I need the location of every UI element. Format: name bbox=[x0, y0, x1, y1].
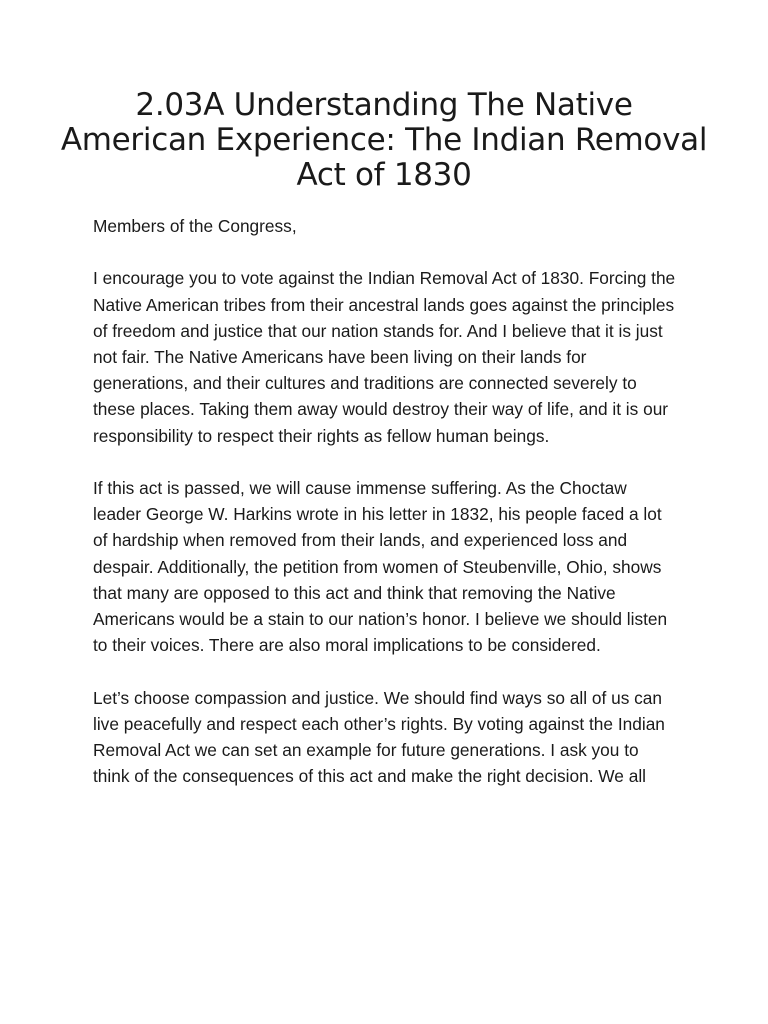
paragraph-2: If this act is passed, we will cause immense suffering. As the Choctaw leader George W. Harkins wrote in his letter in 1832, his people faced a lot of hardship when removed from their lands, and experienced loss and despair. Additionally, the petition from women of Steubenville, Ohio, shows that many are opposed to this act and think that removing the Native Americans would be a stain to our nation’s honor. I believe we should listen to their voices. There are also moral implications to be considered. bbox=[93, 478, 668, 656]
salutation: Members of the Congress, bbox=[93, 216, 297, 236]
paragraph-1: I encourage you to vote against the Indian Removal Act of 1830. Forcing the Native American tribes from their ancestral lands goes against the principles of freedom and justice that our nation stands for. And I believe that it is just not fair. The Native Americans have been living on their lands for generations, and their cultures and traditions are connected severely to these places. Taking them away would destroy their way of life, and it is our responsibility to respect their rights as fellow human beings. bbox=[93, 268, 676, 446]
document-title: 2.03A Understanding The Native American Experience: The Indian Removal Act of 1830 bbox=[60, 87, 708, 193]
letter-body bbox=[93, 213, 679, 816]
paragraph-3: Let’s choose compassion and justice. We should find ways so all of us can live peacefully and respect each other’s rights. By voting against the Indian Removal Act we can set an example for future generations. I ask you to think of the consequences of this act and make the right decision. We all bbox=[93, 687, 665, 787]
